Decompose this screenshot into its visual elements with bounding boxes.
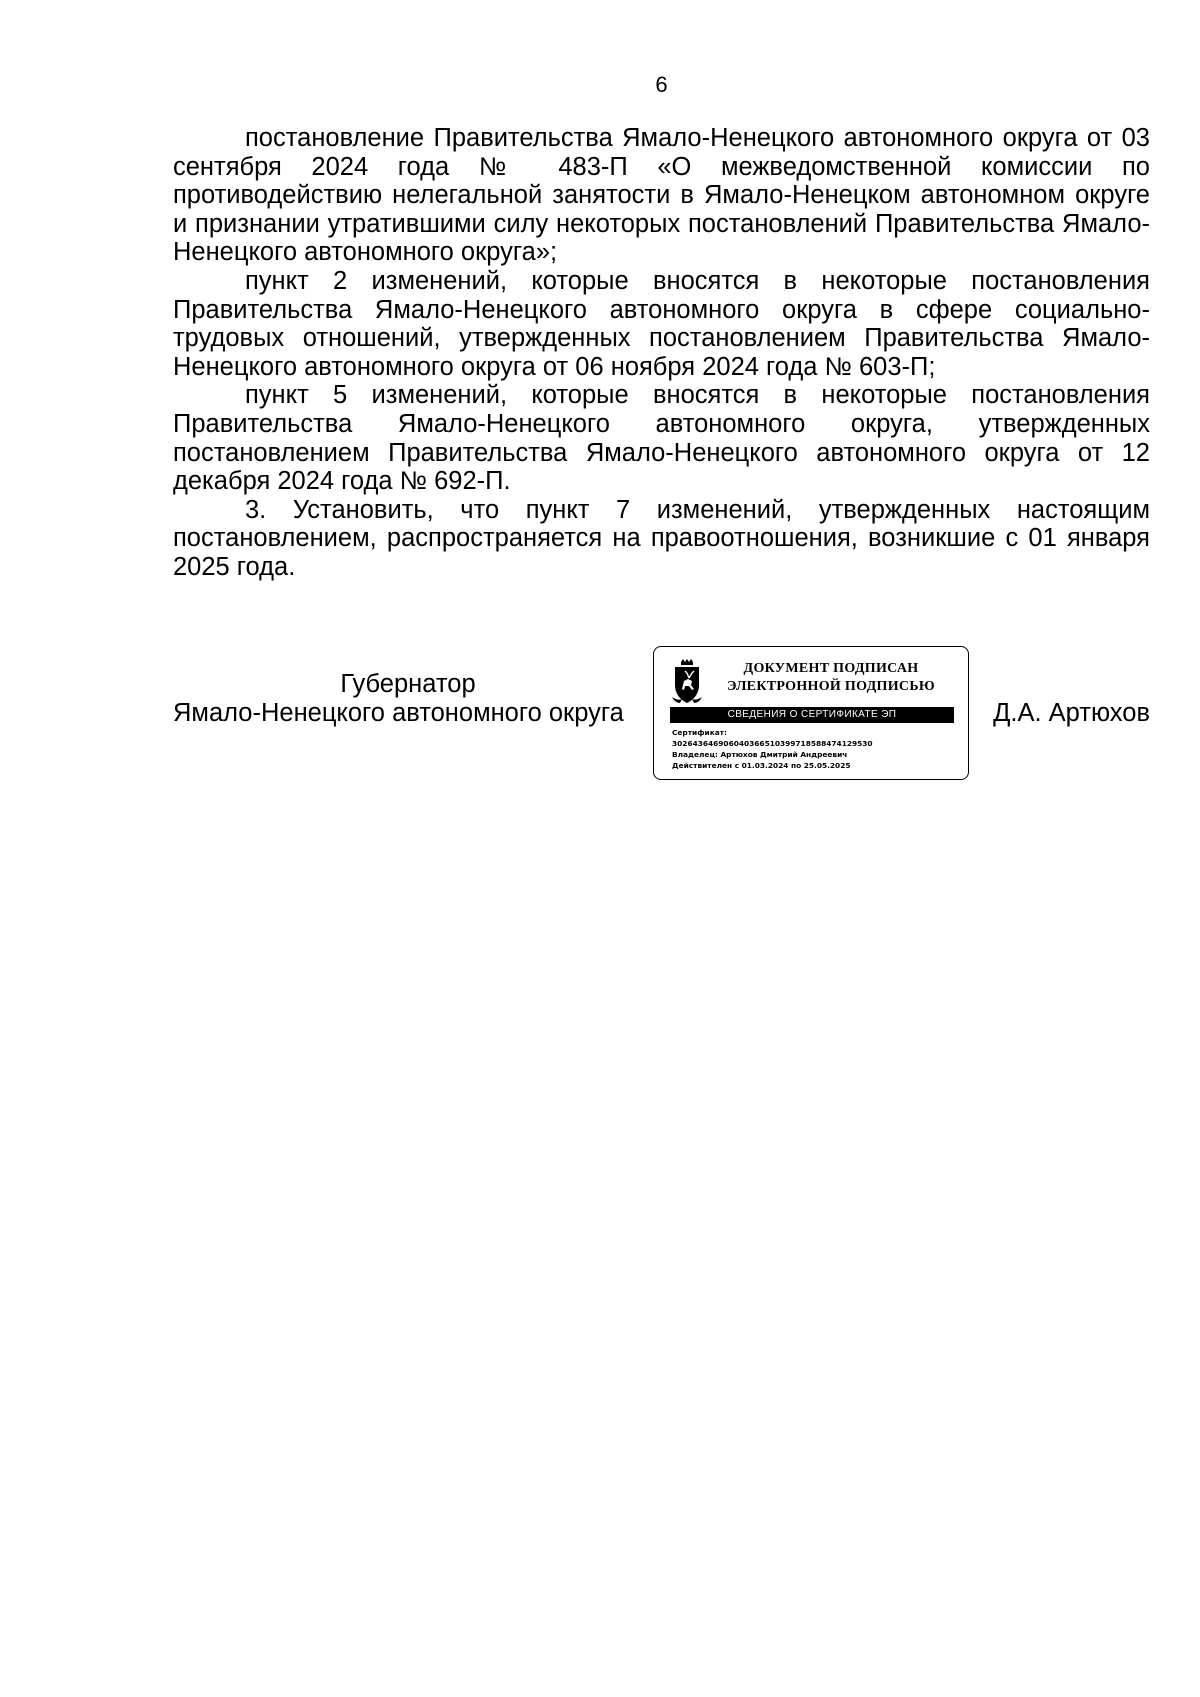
stamp-title	[726, 660, 936, 696]
paragraph-resolution-483: постановление Правительства Ямало-Ненецкого автономного округа от 03 сентября 2024 года № 483-П «О межведомственной комиссии по противодействию нелегальной занятости в Ямало-Ненецком автономном округе и признании утратившими силу некоторых постановлений Правительства Ямало-Ненецкого автономного округа»;	[173, 124, 1150, 267]
paragraph-clause-3: 3. Установить, что пункт 7 изменений, утвержденных настоящим постановлением, распространяется на правоотношения, возникшие с 01 января 2025 года.	[173, 495, 1150, 581]
stamp-title-line-2: ЭЛЕКТРОННОЙ ПОДПИСЬЮ	[727, 679, 935, 694]
signatory-title-region: Ямало-Ненецкого автономного округа	[173, 699, 624, 727]
certificate-validity: Действителен с 01.03.2024 по 25.05.2025	[672, 761, 851, 770]
certificate-number: 302643646906040366510399718588474129530	[672, 739, 873, 748]
paragraph-item-5-692: пункт 5 изменений, которые вносятся в некоторые постановления Правительства Ямало-Ненецкого автономного округа, утвержденных постановлением Правительства Ямало-Ненецкого автономного округа от 12 декабря 2024 года № 692-П.	[173, 381, 1150, 496]
signatory-name: Д.А. Артюхов	[993, 699, 1150, 727]
electronic-signature-stamp	[653, 646, 969, 780]
document-body	[173, 124, 1150, 582]
coat-of-arms-icon	[670, 659, 704, 705]
certificate-details	[672, 727, 962, 771]
signatory-title-governor: Губернатор	[340, 670, 476, 698]
certificate-info-bar: СВЕДЕНИЯ О СЕРТИФИКАТЕ ЭП	[670, 707, 954, 723]
signatory-title	[173, 670, 643, 728]
certificate-label: Сертификат:	[672, 728, 727, 737]
paragraph-item-2-603: пункт 2 изменений, которые вносятся в некоторые постановления Правительства Ямало-Ненецкого автономного округа в сфере социально-трудовых отношений, утвержденных постановлением Правительства Ямало-Ненецкого автономного округа от 06 ноября 2024 года № 603-П;	[173, 266, 1150, 381]
certificate-owner: Владелец: Артюхов Дмитрий Андреевич	[672, 750, 848, 759]
page-number: 6	[655, 72, 668, 97]
stamp-title-line-1: ДОКУМЕНТ ПОДПИСАН	[743, 661, 919, 676]
